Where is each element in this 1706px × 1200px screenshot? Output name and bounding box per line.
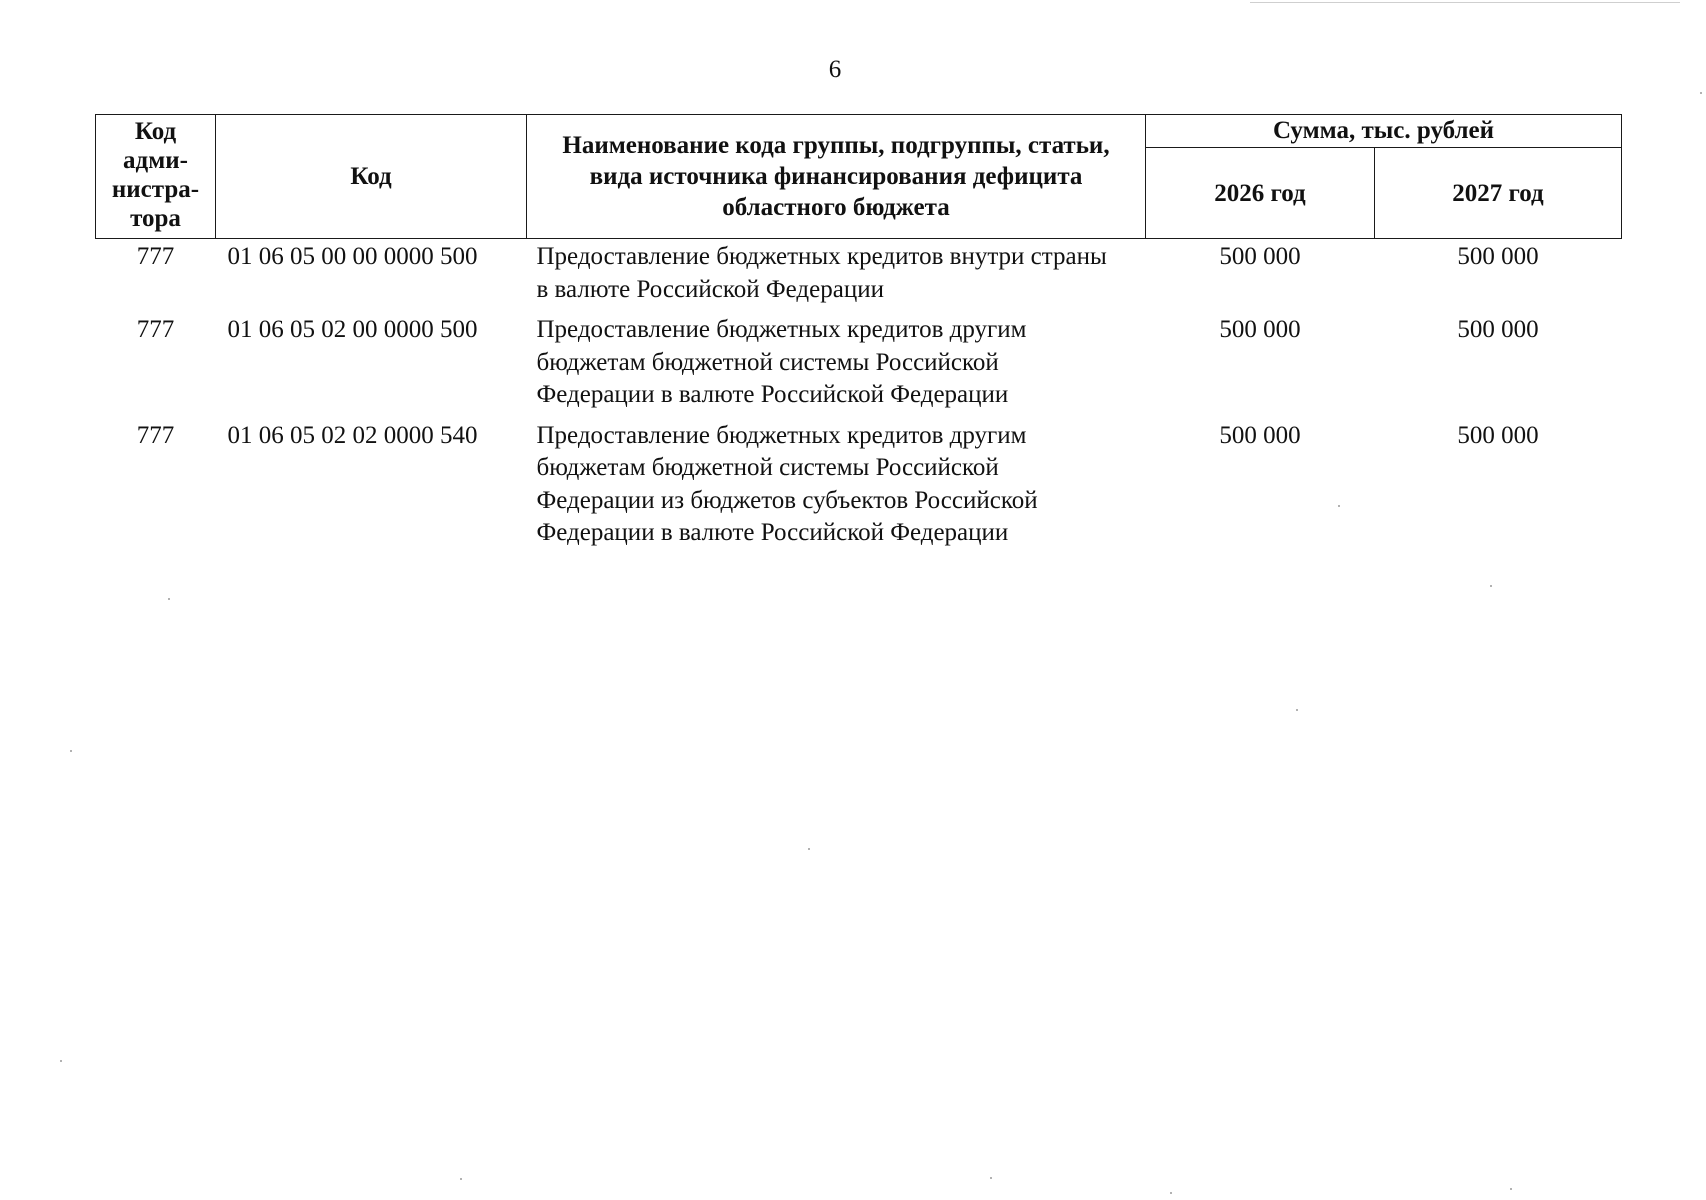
cell-admin-code: 777 bbox=[136, 243, 175, 270]
cell-name: Предоставление бюджетных кредитов внутри страны в валюте Российской Федерации bbox=[536, 243, 1107, 303]
header-admin-code-line: нистра- bbox=[111, 176, 200, 203]
cell-sum-2026: 500 000 bbox=[1219, 421, 1301, 449]
header-admin-code bbox=[96, 115, 216, 239]
cell-sum-2027: 500 000 bbox=[1457, 243, 1539, 270]
table-body bbox=[96, 239, 1622, 556]
header-admin-code-line: адми- bbox=[123, 147, 188, 174]
header-code: Код bbox=[216, 115, 527, 239]
cell-sum-2026: 500 000 bbox=[1219, 316, 1301, 343]
header-admin-code-line: Код bbox=[134, 118, 177, 145]
header-name: Наименование кода группы, подгруппы, статьи, вида источника финансирования дефицита областного бюджета bbox=[527, 115, 1146, 239]
cell-name: Предоставление бюджетных кредитов другим бюджетам бюджетной системы Российской Федерации в валюте Российской Федерации bbox=[536, 316, 1027, 408]
table-row bbox=[96, 312, 1622, 418]
cell-admin-code: 777 bbox=[136, 421, 175, 449]
header-sum: Сумма, тыс. рублей bbox=[1146, 115, 1622, 148]
cell-admin-code: 777 bbox=[136, 316, 175, 343]
table-row bbox=[96, 239, 1622, 313]
table-row bbox=[96, 418, 1622, 556]
header-admin-code-line: тора bbox=[130, 205, 181, 232]
cell-code: 01 06 05 02 00 0000 500 bbox=[227, 316, 478, 343]
header-year-2026: 2026 год bbox=[1146, 148, 1375, 239]
cell-sum-2027: 500 000 bbox=[1457, 316, 1539, 343]
cell-sum-2026: 500 000 bbox=[1219, 243, 1301, 270]
cell-code: 01 06 05 00 00 0000 500 bbox=[227, 243, 478, 270]
page-number: 6 bbox=[828, 56, 842, 83]
scan-edge-mark bbox=[1250, 2, 1680, 3]
financing-sources-table bbox=[95, 114, 1622, 556]
cell-name: Предоставление бюджетных кредитов другим бюджетам бюджетной системы Российской Федерации из бюджетов субъектов Российской Федерации в валюте Российской Федерации bbox=[536, 421, 1038, 546]
header-year-2027: 2027 год bbox=[1375, 148, 1622, 239]
cell-sum-2027: 500 000 bbox=[1457, 421, 1539, 449]
table-header bbox=[96, 115, 1622, 239]
cell-code: 01 06 05 02 02 0000 540 bbox=[227, 421, 478, 449]
